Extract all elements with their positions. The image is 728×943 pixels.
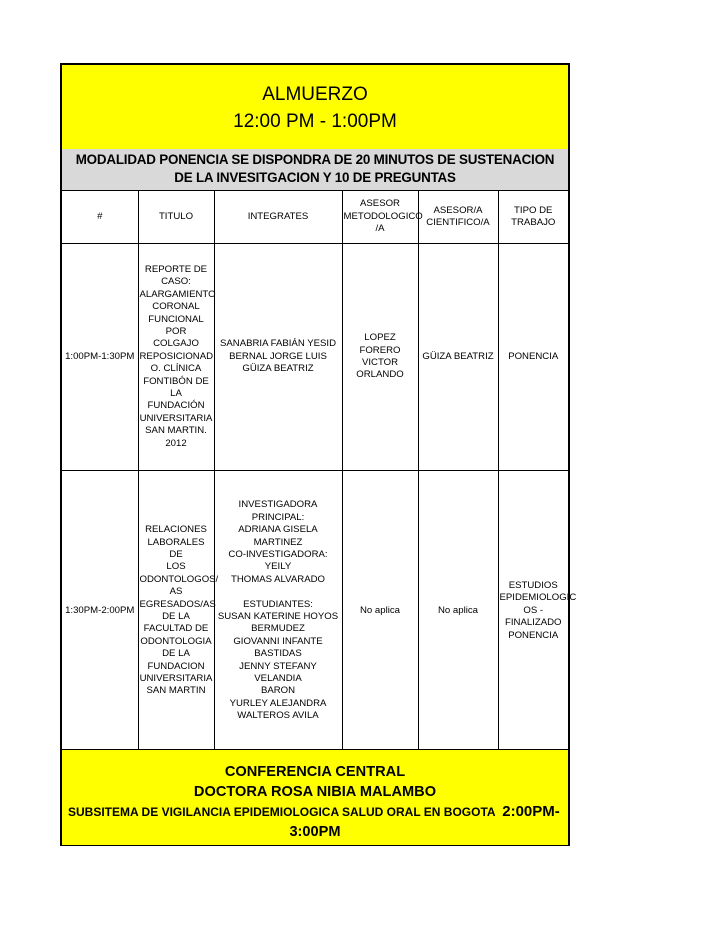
cell-line: No aplica: [438, 604, 478, 616]
cell-line: RELACIONES: [145, 524, 207, 536]
cell-line: SAN MARTIN.: [145, 425, 207, 437]
cell-line: PONENCIA: [508, 629, 559, 641]
cell-line: JENNY STEFANY VELANDIA: [239, 660, 317, 685]
cell-line: METODOLOGICO: [343, 210, 423, 222]
cell-line: REPORTE DE: [144, 263, 208, 275]
header-asesor-cientifico: [418, 191, 498, 244]
row-integrantes: [214, 244, 342, 471]
cell-line: ESTUDIOS: [508, 579, 558, 591]
cell-line: 2012: [165, 437, 187, 449]
modality-line-2: DE LA INVESITGACION Y 10 DE PREGUNTAS: [174, 170, 456, 185]
conference-speaker: DOCTORA ROSA NIBIA MALAMBO: [193, 784, 437, 800]
cell-line: CORONAL: [152, 301, 200, 313]
cell-line: ALARGAMIENTO: [139, 288, 216, 300]
cell-line: GIOVANNI INFANTE: [233, 635, 323, 647]
row-time: 1:30PM-2:00PM: [62, 471, 138, 752]
cell-line: LOS: [166, 561, 186, 573]
cell-line: BASTIDAS: [254, 648, 302, 660]
table-row: [62, 471, 568, 752]
modality-line-1: MODALIDAD PONENCIA SE DISPONDRA DE 20 MINUTOS DE SUSTENACION: [75, 152, 555, 167]
cell-line: No aplica: [360, 604, 400, 616]
cell-line: O. CLÍNICA: [150, 363, 202, 375]
row-titulo: [138, 244, 214, 471]
cell-line: OS - FINALIZADO: [504, 604, 562, 629]
cell-line: VICTOR: [361, 357, 399, 368]
cell-line: LABORALES DE: [147, 536, 205, 560]
cell-line: BARON: [260, 685, 296, 697]
cell-line: FUNDACION: [147, 660, 205, 672]
cell-line: SANABRIA FABIÁN YESID: [219, 338, 337, 350]
cell-line: ODONTOLOGIA: [140, 635, 212, 647]
row-asesor-cientifico: [418, 471, 498, 752]
cell-line: CIENTIFICO/A: [426, 217, 490, 228]
cell-line: UNIVERSITARIA: [139, 673, 213, 685]
cell-line: UNIVERSITARIA: [139, 412, 213, 424]
cell-line: INVESTIGADORA PRINCIPAL:: [238, 499, 318, 523]
cell-line: [216, 586, 341, 598]
conference-topic-line: [68, 803, 562, 821]
header-titulo: TITULO: [138, 191, 214, 244]
row-asesor-metodologico: [342, 471, 418, 752]
cell-line: PONENCIA: [508, 350, 559, 362]
lunch-banner: [62, 65, 568, 150]
table-header-row: [62, 191, 568, 244]
row-time: 1:00PM-1:30PM: [62, 244, 138, 471]
cell-line: ASESOR/A: [433, 204, 483, 216]
conference-topic: SUBSITEMA DE VIGILANCIA EPIDEMIOLOGICA SALUD ORAL EN BOGOTA: [68, 805, 496, 819]
cell-line: FUNDACIÓN: [147, 400, 205, 412]
schedule-sheet: [60, 63, 577, 846]
cell-line: DE LA: [162, 611, 190, 622]
row-titulo: [138, 471, 219, 752]
cell-line: TRABAJO: [511, 217, 556, 228]
cell-line: ESTUDIANTES:: [243, 598, 313, 610]
cell-line: YURLEY ALEJANDRA: [229, 697, 327, 709]
header-asesor-metodologico: [342, 191, 423, 244]
cell-line: BERNAL JORGE LUIS: [229, 350, 327, 362]
cell-line: WALTEROS AVILA: [237, 710, 319, 722]
cell-line: CASO:: [161, 276, 191, 288]
header-tipo-trabajo: [498, 191, 568, 244]
cell-line: FONTIBÓN DE LA: [143, 375, 209, 400]
cell-line: TIPO DE: [514, 204, 553, 216]
cell-line: ODONTOLOGOS/: [139, 573, 219, 585]
conference-time-start: 2:00PM-: [502, 803, 560, 820]
cell-line: ADRIANA GISELA MARTINEZ: [238, 524, 318, 548]
schedule-table: [62, 191, 577, 752]
row-integrantes: [214, 471, 342, 752]
cell-line: SUSAN KATERINE HOYOS: [217, 611, 339, 622]
cell-line: FUNCIONAL POR: [148, 313, 204, 337]
conference-banner: [62, 749, 568, 845]
cell-line: FACULTAD DE: [143, 623, 209, 635]
cell-line: REPOSICIONAD: [139, 350, 214, 362]
cell-line: GÜIZA BEATRIZ: [422, 350, 494, 362]
cell-line: DE LA: [162, 648, 190, 660]
cell-line: EGRESADOS/AS: [139, 598, 216, 610]
cell-line: AS: [169, 586, 183, 598]
cell-line: CO-INVESTIGADORA: YEILY: [228, 548, 328, 573]
cell-line: GÜIZA BEATRIZ: [242, 363, 314, 375]
row-tipo-trabajo: [498, 471, 577, 752]
cell-line: THOMAS ALVARADO: [230, 573, 325, 585]
cell-line: ASESOR: [360, 198, 400, 210]
cell-line: BERMUDEZ: [251, 623, 305, 635]
lunch-title: ALMUERZO: [262, 84, 368, 105]
row-asesor-metodologico: [342, 244, 418, 471]
row-asesor-cientifico: [418, 244, 498, 471]
modality-note: [62, 149, 568, 191]
table-row: [62, 244, 568, 471]
row-tipo-trabajo: [498, 244, 568, 471]
cell-line: ORLANDO: [356, 369, 404, 381]
cell-line: /A: [375, 223, 385, 235]
cell-line: LOPEZ FORERO: [359, 332, 401, 356]
conference-time-end: 3:00PM: [289, 824, 341, 840]
cell-line: SAN MARTIN: [146, 685, 206, 697]
header-integrantes: INTEGRATES: [214, 191, 342, 244]
conference-title: CONFERENCIA CENTRAL: [224, 764, 406, 780]
cell-line: EPIDEMIOLOGIC: [499, 592, 577, 604]
lunch-time: 12:00 PM - 1:00PM: [233, 111, 397, 132]
cell-line: COLGAJO: [153, 338, 199, 350]
header-num: #: [62, 191, 138, 244]
